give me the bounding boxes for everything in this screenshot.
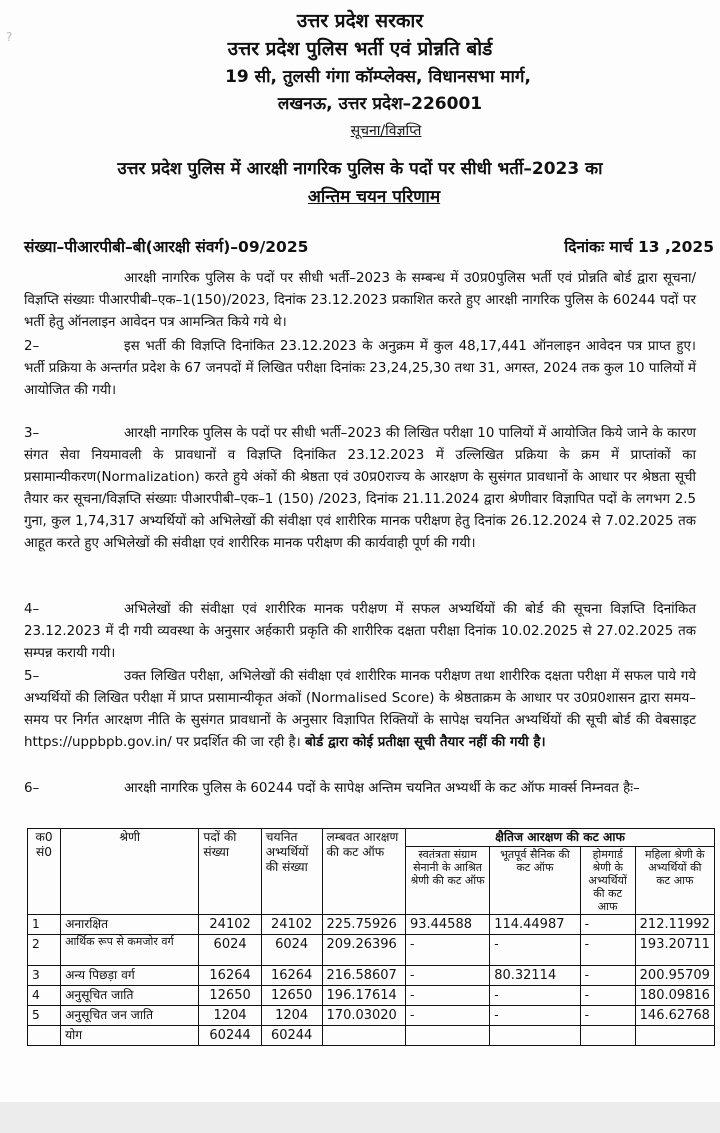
cell-women: 146.62768 <box>635 1006 714 1026</box>
cell-home-guard: - <box>580 986 635 1006</box>
cell-women: 193.20711 <box>635 935 714 966</box>
cell-freedom-fighter: 93.44588 <box>405 915 489 935</box>
header-selected: चयनित अभ्यर्थियों की संख्या <box>261 829 322 915</box>
cell-sno: 4 <box>28 986 61 1006</box>
paragraph-text: इस भर्ती की विज्ञप्ति दिनांकित 23.12.2023 के अनुक्रम में कुल 48,17,441 ऑनलाइन आवेदन पत्र प्राप्त हुए। भर्ती प्रक्रिया के अन्तर्गत प्रदेश के 67 जनपदों में लिखित परीक्षा दिनांकः 23,24,25,30 तथा 31, अगस्त, 2024 तक कुल 10 पालियों में आयोजित की गयी। <box>24 339 696 398</box>
cell-sno: 5 <box>28 1006 61 1026</box>
header-government: उत्तर प्रदेश सरकार <box>296 10 424 32</box>
cell-home-guard: - <box>580 1006 635 1026</box>
document-subtitle: अन्तिम चयन परिणाम <box>307 187 441 207</box>
cutoff-table <box>27 828 715 1046</box>
paragraph-text: आरक्षी नागरिक पुलिस के 60244 पदों के सापेक्ष अन्तिम चयनित अभ्यर्थी के कट ऑफ मार्क्स निम्नवत हैः– <box>124 781 640 796</box>
page-corner-mark: ? <box>6 30 13 44</box>
cell-vertical: 225.75926 <box>322 915 405 935</box>
cell-vertical: 196.17614 <box>322 986 405 1006</box>
paragraph-2 <box>24 336 696 402</box>
table-row <box>28 966 715 986</box>
cell-selected: 24102 <box>261 915 322 935</box>
cell-category: अनुसूचित जन जाति <box>61 1006 199 1026</box>
table-header-row <box>28 829 715 847</box>
cell-total-selected: 60244 <box>261 1026 322 1046</box>
cell-sno: 2 <box>28 935 61 966</box>
paragraph-3 <box>24 423 696 555</box>
cell-sno: 3 <box>28 966 61 986</box>
cell-empty <box>322 1026 405 1046</box>
cell-ex-serviceman: 114.44987 <box>490 915 580 935</box>
cell-category: अनुसूचित जाति <box>61 986 199 1006</box>
header-freedom-fighter: स्वतंत्रता संग्राम सेनानी के आश्रित श्रेणी की कट ऑफ <box>405 847 489 915</box>
cell-posts: 16264 <box>199 966 261 986</box>
table-total-row <box>28 1026 715 1046</box>
paragraph-6 <box>24 778 696 800</box>
paragraph-1: आरक्षी नागरिक पुलिस के पदों पर सीधी भर्ती–2023 के सम्बन्ध में उ0प्र0पुलिस भर्ती एवं प्रोन्नति बोर्ड द्वारा सूचना/विज्ञप्ति संख्याः पीआरपीबी–एक–1(150)/2023, दिनांक 23.12.2023 प्रकाशित करते हुए आरक्षी नागरिक पुलिस के 60244 पदों पर भर्ती हेतु ऑनलाइन आवेदन पत्र आमन्त्रित किये गये थे। <box>24 271 696 330</box>
document-title: उत्तर प्रदेश पुलिस में आरक्षी नागरिक पुलिस के पदों पर सीधी भर्ती–2023 का <box>117 159 603 179</box>
cell-ex-serviceman: 80.32114 <box>490 966 580 986</box>
paragraph-5 <box>24 666 696 754</box>
cell-ex-serviceman: - <box>490 935 580 966</box>
paragraph-number: 6– <box>24 781 40 796</box>
header-home-guard: होमगार्ड श्रेणी के अभ्यर्थियों की कट आफ <box>580 847 635 915</box>
header-sno: क0 सं0 <box>28 829 61 915</box>
table-row <box>28 1006 715 1026</box>
cell-vertical: 216.58607 <box>322 966 405 986</box>
no-waiting-list-note: बोर्ड द्वारा कोई प्रतीक्षा सूची तैयार नहीं की गयी है। <box>305 735 546 750</box>
cell-category: अनारक्षित <box>61 915 199 935</box>
paragraph-4 <box>24 599 696 665</box>
table-row <box>28 986 715 1006</box>
reference-date: दिनांकः मार्च 13 ,2025 <box>564 238 714 256</box>
paragraph-text: आरक्षी नागरिक पुलिस के पदों पर सीधी भर्ती–2023 की लिखित परीक्षा 10 पालियों में आयोजित किये जाने के कारण संगत सेवा नियमावली के प्रावधानों व विज्ञप्ति दिनांकित 23.12.2023 में उल्लिखित प्रक्रिया के क्रम में प्राप्तांकों का प्रसामान्यीकरण(Normalization) करते हुये अंकों की श्रेष्ठता एवं उ0प्र0राज्य के आरक्षण के सुसंगत प्रावधानों के आधार पर श्रेष्ठता सूची तैयार कर सूचना/विज्ञप्ति संख्याः पीआरपीबी–एक–1 (150) /2023, दिनांक 21.11.2024 द्वारा श्रेणीवार विज्ञापित पदों के लगभग 2.5 गुना, कुल 1,74,317 अभ्यर्थियों को अभिलेखों की संवीक्षा एवं शारीरिक मानक परीक्षण हेतु दिनांक 26.12.2024 से 7.02.2025 तक आहूत करते हुए अभिलेखों की संवीक्षा एवं शारीरिक मानक परीक्षण की कार्यवाही पूर्ण की गयी। <box>24 426 696 551</box>
header-city: लखनऊ, उत्तर प्रदेश–226001 <box>277 94 483 114</box>
cell-sno: 1 <box>28 915 61 935</box>
cell-vertical: 170.03020 <box>322 1006 405 1026</box>
reference-line <box>24 235 714 257</box>
cell-ex-serviceman: - <box>490 1006 580 1026</box>
cell-total-label: योग <box>61 1026 199 1046</box>
bottom-margin-strip <box>0 1102 720 1133</box>
cell-women: 212.11992 <box>635 915 714 935</box>
cell-home-guard: - <box>580 935 635 966</box>
table-row <box>28 935 715 966</box>
paragraph-number: 2– <box>24 339 40 354</box>
cell-freedom-fighter: - <box>405 986 489 1006</box>
header-women: महिला श्रेणी के अभ्यर्थियों की कट आफ <box>635 847 714 915</box>
header-address: 19 सी, तुलसी गंगा कॉम्प्लेक्स, विधानसभा मार्ग, <box>225 67 531 87</box>
cell-selected: 12650 <box>261 986 322 1006</box>
cell-empty <box>580 1026 635 1046</box>
cell-women: 180.09816 <box>635 986 714 1006</box>
header-vertical-cutoff: लम्बवत आरक्षण की कट ऑफ <box>322 829 405 915</box>
cell-sno-empty <box>28 1026 61 1046</box>
cell-freedom-fighter: - <box>405 966 489 986</box>
paragraph-text: अभिलेखों की संवीक्षा एवं शारीरिक मानक परीक्षण में सफल अभ्यर्थियों की बोर्ड की सूचना विज्ञप्ति दिनांकित 23.12.2023 में दी गयी व्यवस्था के अनुसार अर्हकारी प्रकृति की शारीरिक दक्षता परीक्षा दिनांक 10.02.2025 से 27.02.2025 तक सम्पन्न करायी गयी। <box>24 602 696 661</box>
cell-freedom-fighter: - <box>405 935 489 966</box>
paragraph-number: 3– <box>24 426 40 441</box>
cell-home-guard: - <box>580 915 635 935</box>
cell-posts: 6024 <box>199 935 261 966</box>
cell-empty <box>490 1026 580 1046</box>
paragraph-text: उक्त लिखित परीक्षा, अभिलेखों की संवीक्षा एवं शारीरिक मानक परीक्षण तथा शारीरिक दक्षता परीक्षा में सफल पाये गये अभ्यर्थियों की लिखित परीक्षा में प्राप्त प्रसामान्यीकृत अंकों (Normalised Score) के श्रेष्ठताक्रम के आधार पर उ0प्र0शासन द्वारा समय–समय पर निर्गत आरक्षण नीति के सुसंगत प्रावधानों के अनुसार विज्ञापित रिक्तियों के सापेक्ष चयनित अभ्यर्थियों की सूची बोर्ड की वेबसाइट https://uppbpb.gov.in/ पर प्रदर्शित की जा रही है। <box>24 669 696 750</box>
cell-posts: 12650 <box>199 986 261 1006</box>
header-category: श्रेणी <box>61 829 199 915</box>
table-row <box>28 915 715 935</box>
reference-number: संख्या–पीआरपीबी–बी(आरक्षी संवर्ग)–09/2025 <box>24 238 309 256</box>
cell-empty <box>635 1026 714 1046</box>
cell-home-guard: - <box>580 966 635 986</box>
cell-empty <box>405 1026 489 1046</box>
cell-vertical: 209.26396 <box>322 935 405 966</box>
cell-category: आर्थिक रूप से कमजोर वर्ग <box>61 935 199 966</box>
header-ex-serviceman: भूतपूर्व सैनिक की कट ऑफ <box>490 847 580 915</box>
cell-freedom-fighter: - <box>405 1006 489 1026</box>
header-posts: पदों की संख्या <box>199 829 261 915</box>
cell-ex-serviceman: - <box>490 986 580 1006</box>
cell-selected: 16264 <box>261 966 322 986</box>
header-notice: सूचना/विज्ञप्ति <box>350 123 422 139</box>
cell-total-posts: 60244 <box>199 1026 261 1046</box>
header-horizontal-group: क्षैतिज आरक्षण की कट आफ <box>405 829 714 847</box>
cell-posts: 24102 <box>199 915 261 935</box>
paragraph-number: 4– <box>24 602 40 617</box>
cell-selected: 6024 <box>261 935 322 966</box>
cell-posts: 1204 <box>199 1006 261 1026</box>
header-board-name: उत्तर प्रदेश पुलिस भर्ती एवं प्रोन्नति बोर्ड <box>227 38 493 60</box>
cell-category: अन्य पिछड़ा वर्ग <box>61 966 199 986</box>
cell-women: 200.95709 <box>635 966 714 986</box>
cell-selected: 1204 <box>261 1006 322 1026</box>
paragraph-number: 5– <box>24 669 40 684</box>
